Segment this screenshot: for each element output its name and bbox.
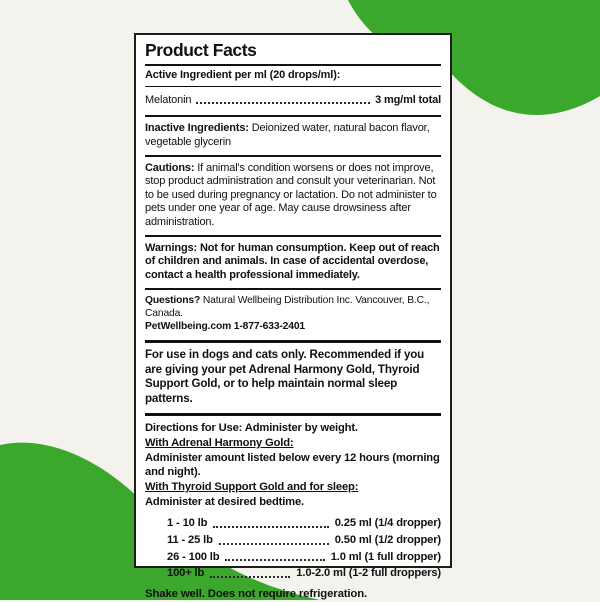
dot-leader: [219, 543, 329, 545]
product-facts-label: [134, 33, 452, 601]
dosage-row: [167, 532, 441, 549]
dosage-table: [145, 512, 441, 585]
cautions-text: If animal's condition worsens or does not improve, stop product administration and consult your veterinarian. Not to be used during pregnancy or lactation. Do not administer to pets under one year of age. May cause drowsiness after administration.: [145, 161, 437, 228]
dosage-row: [167, 516, 441, 533]
dot-leader: [196, 102, 370, 104]
storage-instructions: Shake well. Does not require refrigeration.: [145, 588, 368, 601]
dosage-weight: 11 - 25 lb: [167, 533, 213, 546]
warnings-text: Not for human consumption. Keep out of reach of children and animals. In case of accidental overdose, contact a health professional immediately.: [145, 242, 440, 281]
questions-text: Natural Wellbeing Distribution Inc. Vancouver, B.C., Canada.: [145, 295, 430, 320]
ingredient-amount: 3 mg/ml total: [375, 93, 441, 106]
dosage-amount: 1.0-2.0 ml (1-2 full droppers): [296, 567, 441, 580]
dosage-amount: 1.0 ml (1 full dropper): [330, 550, 441, 563]
cautions-section: [145, 155, 441, 235]
inactive-ingredients-text: Deionized water, natural bacon flavor, vegetable glycerin: [145, 122, 430, 148]
dosage-weight: 26 - 100 lb: [167, 550, 220, 563]
label-title: Product Facts: [145, 38, 441, 66]
inactive-ingredients-label: Inactive Ingredients:: [145, 122, 252, 135]
directions-subheading-thyroid: With Thyroid Support Gold and for sleep:: [145, 481, 359, 494]
directions-thyroid-text: Administer at desired bedtime.: [145, 496, 305, 509]
ingredient-name: Melatonin: [145, 93, 192, 106]
dosage-weight: 100+ lb: [167, 567, 205, 580]
for-use-section: For use in dogs and cats only. Recommended if you are giving your pet Adrenal Harmony Gold, Thyroid Support Gold, or to help maintain normal sleep patterns.: [145, 340, 441, 413]
dot-leader: [213, 526, 328, 528]
dosage-amount: 0.25 ml (1/4 dropper): [334, 517, 441, 530]
dosage-weight: 1 - 10 lb: [167, 517, 208, 530]
dosage-row: [167, 566, 441, 583]
warnings-label: Warnings:: [145, 242, 200, 254]
directions-section: [145, 413, 441, 512]
questions-label: Questions?: [145, 295, 203, 307]
directions-adrenal-text: Administer amount listed below every 12 hours (morning and night).: [145, 451, 440, 479]
active-ingredient-heading: Active Ingredient per ml (20 drops/ml):: [145, 69, 341, 82]
directions-subheading-adrenal: With Adrenal Harmony Gold:: [145, 436, 294, 449]
directions-heading: Directions for Use: Administer by weight.: [145, 422, 358, 435]
dosage-amount: 0.50 ml (1/2 dropper): [334, 533, 441, 546]
warnings-section: [145, 235, 441, 288]
questions-section: [145, 288, 441, 340]
inactive-ingredients-section: [145, 115, 441, 155]
active-ingredient-row: [145, 86, 441, 115]
dosage-row: [167, 549, 441, 566]
dot-leader: [210, 576, 290, 578]
cautions-label: Cautions:: [145, 161, 198, 174]
dot-leader: [225, 559, 324, 561]
contact-line: PetWellbeing.com 1-877-633-2401: [145, 320, 305, 332]
